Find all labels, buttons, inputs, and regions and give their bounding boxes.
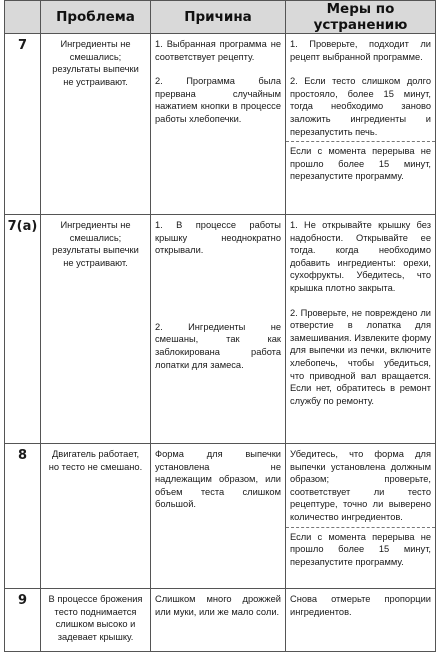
fix-cell [286,589,436,652]
cause-cell [151,589,286,652]
header-number-cell [5,1,41,34]
fix-item: 1. Проверьте, подходит ли рецепт выбранной программе. [290,39,431,62]
header-fix: Меры по устранению [286,1,436,34]
fix-item: Если с момента перерыва не прошло более 15 минут, перезапустите программу. [290,531,431,567]
troubleshooting-table [4,0,436,652]
cause-item: 1. Выбранная программа не соответствует рецепту. [155,39,281,62]
fix-item: 2. Если тесто слишком долго простояло, более 15 минут, тогда необходимо заново заложить ингредиенты и перезапустить печь. [290,76,431,137]
row-number: 8 [5,444,41,589]
row-number: 9 [5,589,41,652]
cause-item: Форма для выпечки установлена не надлежащим образом, или объем теста слишком большой. [155,449,281,510]
header-problem: Проблема [41,1,151,34]
cause-cell [151,34,286,215]
problem-text: Ингредиенты не смешались; результаты выпечки не устраивают. [41,215,151,444]
cause-item: 2. Программа была прервана случайным нажатием кнопки в процессе работы хлебопечки. [155,76,281,124]
fix-cell [286,34,436,215]
table-row [5,589,436,652]
fix-item: 2. Проверьте, не повреждено ли отверстие в лопатка для замешивания. Извлеките форму для выпечки из печки, включите хлебопечь, чтобы убедиться, что приводной вал вращается. Если нет, обратитесь в ремонт службу по ремонту. [290,307,431,406]
table-row [5,444,436,589]
cause-item: Слишком много дрожжей или муки, или же мало соли. [155,594,281,617]
row-number: 7 [5,34,41,215]
fix-cell [286,444,436,589]
header-cause: Причина [151,1,286,34]
table-header [5,1,436,34]
fix-item: Снова отмерьте пропорции ингредиентов. [290,594,431,617]
table-row [5,34,436,215]
fix-cell [286,215,436,444]
cause-item: 2. Ингредиенты не смешаны, так как заблокирована работа лопатки для замеса. [155,321,281,370]
problem-text: Ингредиенты не смешались; результаты выпечки не устраивают. [41,34,151,215]
cause-cell [151,215,286,444]
fix-item: Убедитесь, что форма для выпечки установлена должным образом; проверьте, соответствует ли тесто рецептуре, точно ли выверено количество ингредиентов. [290,449,431,522]
fix-item: Если с момента перерыва не прошло более 15 минут, перезапустите программу. [290,146,431,182]
cause-item: 1. В процессе работы крышку неоднократно открывали. [155,220,281,256]
fix-item: 1. Не открывайте крышку без надобности. Открывайте ее тогда. когда необходимо добавить ингредиенты: орехи, сухофрукты. Убедитесь, что крышка плотно закрыта. [290,220,431,293]
row-number: 7(a) [5,215,41,444]
table-row [5,215,436,444]
problem-text: В процессе брожения тесто поднимается слишком высоко и задевает крышку. [41,589,151,652]
cause-cell [151,444,286,589]
problem-text: Двигатель работает, но тесто не смешано. [41,444,151,589]
